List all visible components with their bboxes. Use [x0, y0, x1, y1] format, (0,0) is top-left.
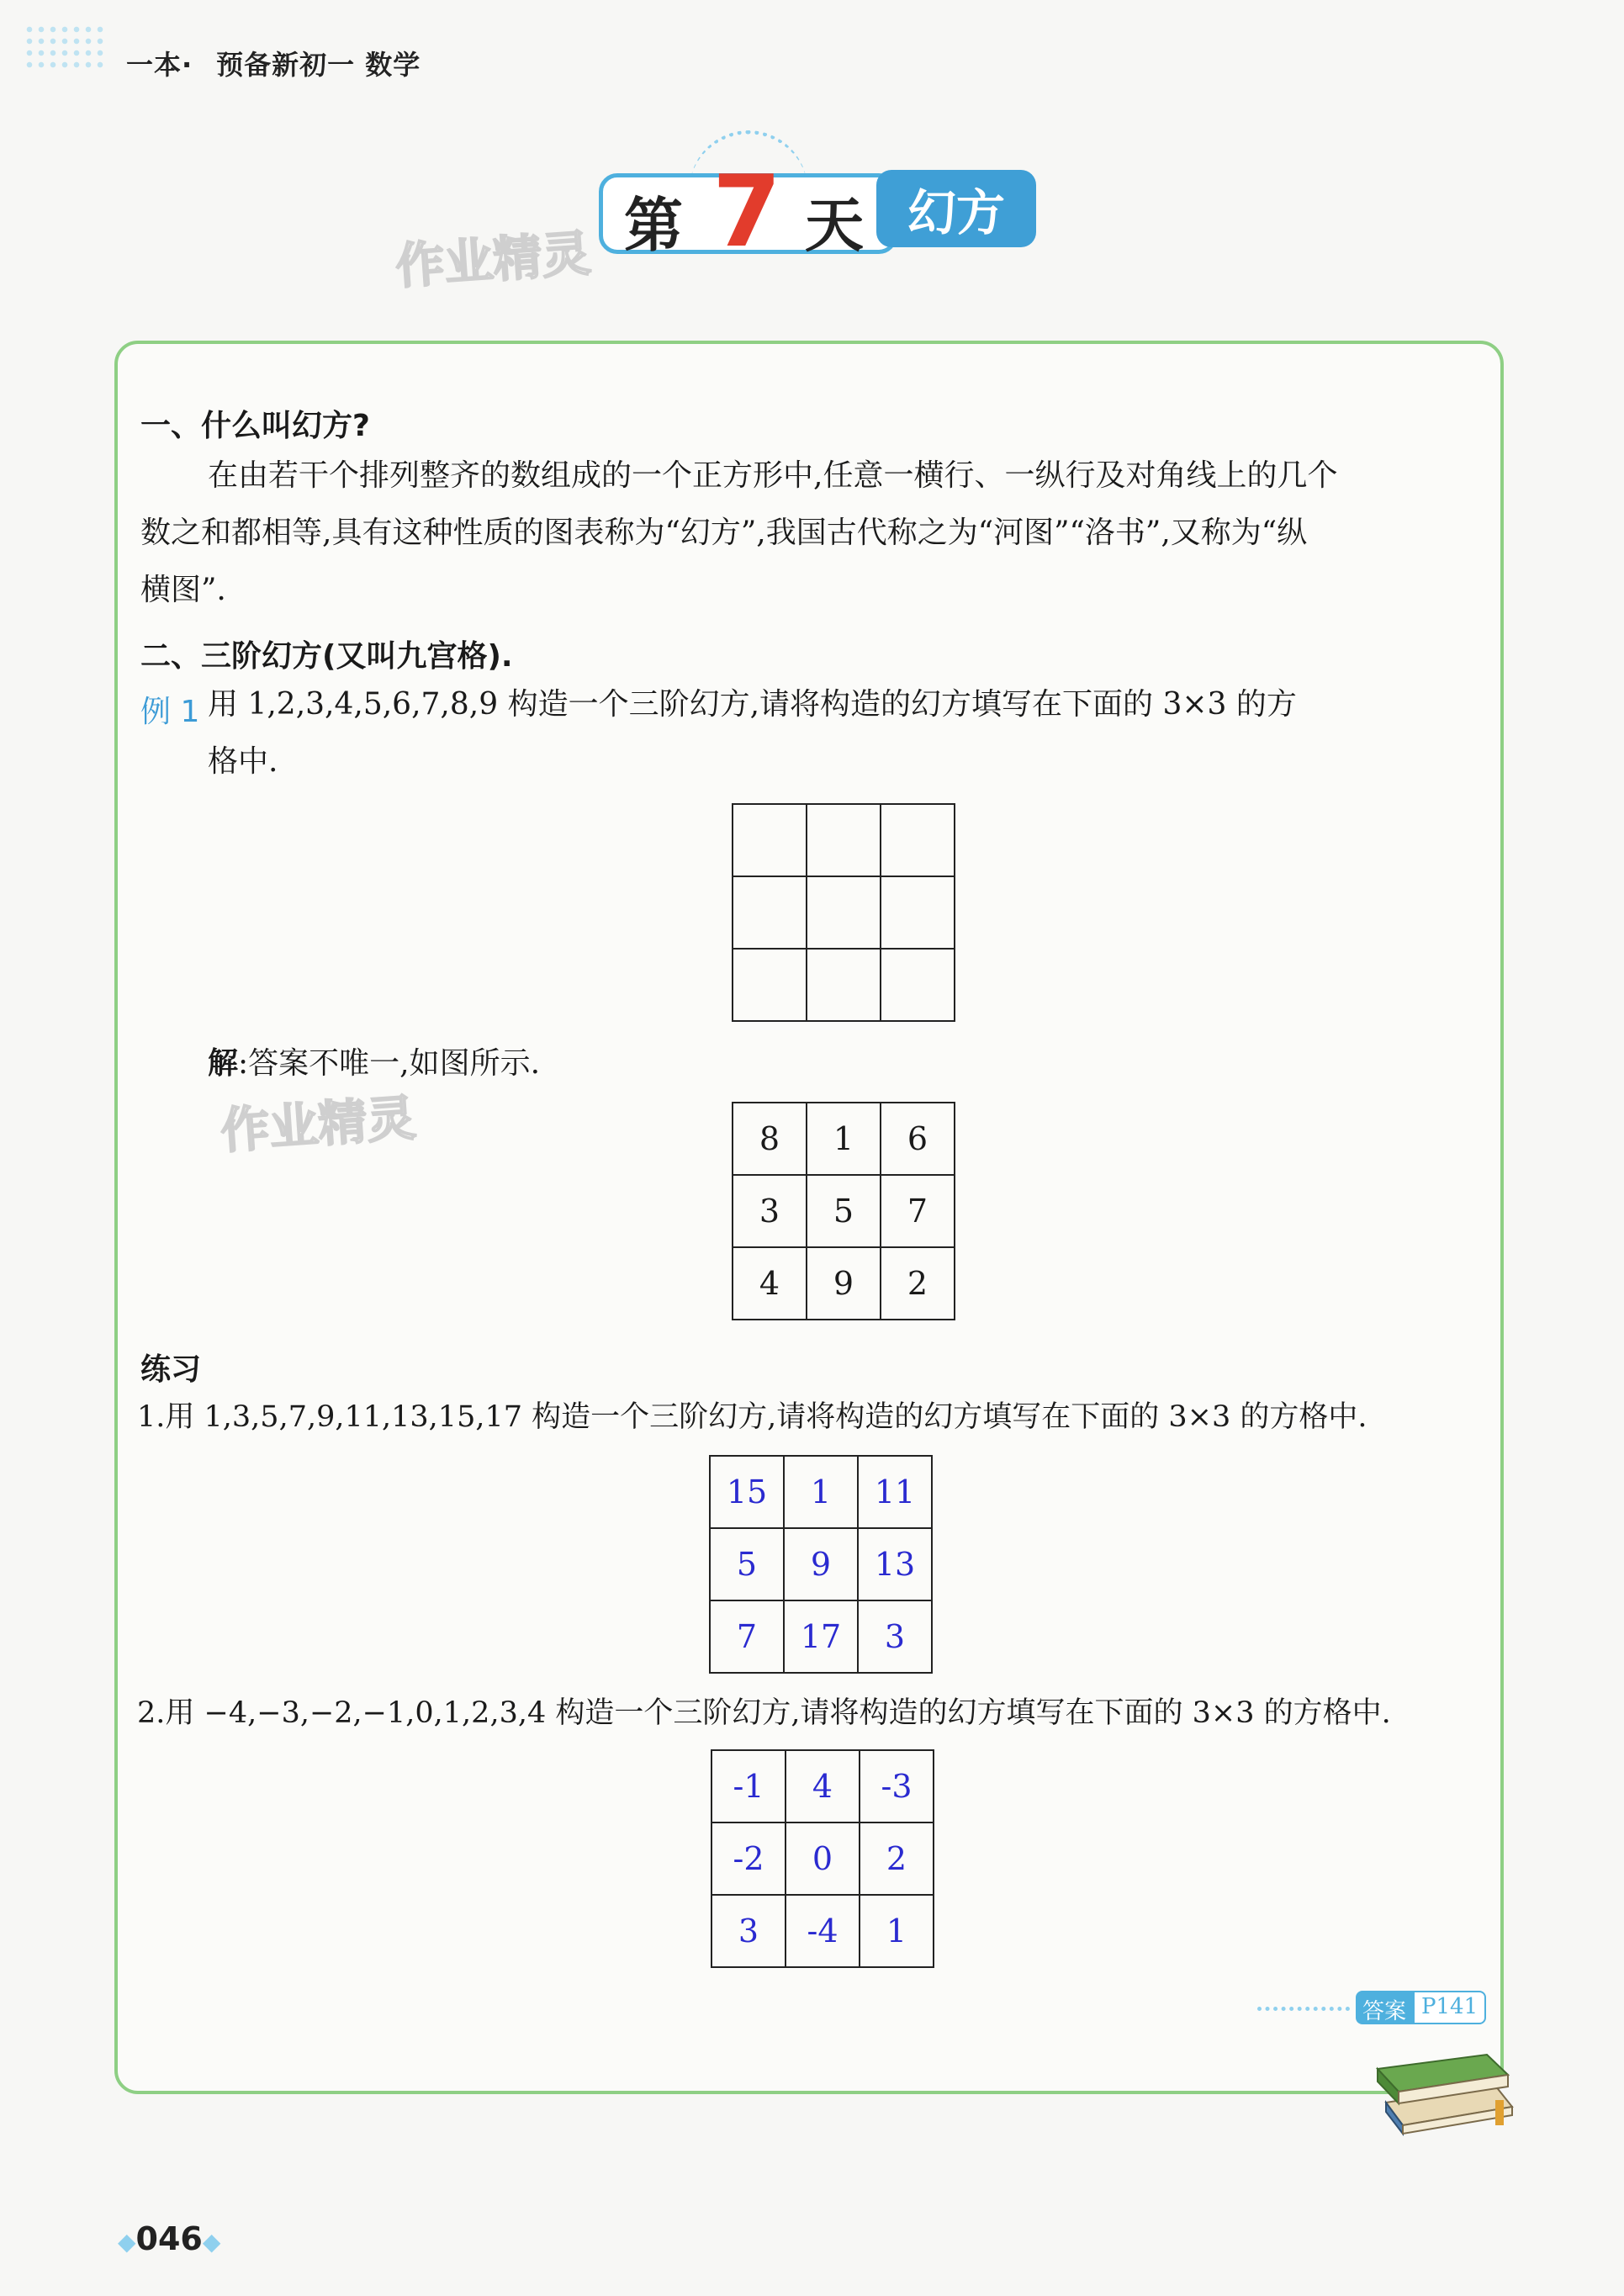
- practice-q1: 1.用 1,3,5,7,9,11,13,15,17 构造一个三阶幻方,请将构造的幻方填写在下面的 3×3 的方格中.: [137, 1400, 1367, 1434]
- section2-heading: 二、三阶幻方(又叫九宫格).: [140, 639, 513, 674]
- answer-label: 答案: [1356, 1991, 1413, 2024]
- practice-heading: 练习: [140, 1352, 202, 1387]
- grid-cell: 6: [881, 1103, 955, 1175]
- header-book: 一本·: [126, 49, 193, 81]
- answer-reference[interactable]: [1356, 1991, 1486, 2024]
- header-subject: 数学: [365, 49, 421, 81]
- empty-cell[interactable]: [807, 949, 881, 1021]
- empty-cell[interactable]: [881, 804, 955, 876]
- empty-cell[interactable]: [881, 949, 955, 1021]
- title-suffix: 天: [805, 191, 864, 260]
- answer-cell[interactable]: 11: [858, 1456, 932, 1528]
- solution-text: :答案不唯一,如图所示.: [238, 1046, 541, 1081]
- answer-cell[interactable]: -3: [860, 1750, 934, 1823]
- answer-cell[interactable]: -2: [711, 1823, 786, 1895]
- empty-cell[interactable]: [733, 876, 807, 949]
- empty-cell[interactable]: [733, 804, 807, 876]
- solution-label: 解: [208, 1045, 239, 1081]
- section1-para-line1: 在由若干个排列整齐的数组成的一个正方形中,任意一横行、一纵行及对角线上的几个: [208, 458, 1338, 493]
- section1-heading: 一、什么叫幻方?: [140, 409, 370, 443]
- grid-cell: 5: [807, 1175, 881, 1247]
- example1-solution-grid: [732, 1102, 955, 1320]
- answer-cell[interactable]: 2: [860, 1823, 934, 1895]
- page-number: ◆046◆: [118, 2220, 221, 2257]
- grid-cell: 4: [733, 1247, 807, 1320]
- answer-cell[interactable]: -4: [786, 1895, 860, 1967]
- example1-label: 例 1: [140, 695, 200, 729]
- section1-para-line3: 横图”.: [140, 573, 226, 607]
- empty-cell[interactable]: [807, 804, 881, 876]
- section1-para-line2: 数之和都相等,具有这种性质的图表称为“幻方”,我国古代称之为“河图”“洛书”,又称为“纵: [140, 516, 1308, 550]
- answer-cell[interactable]: 5: [710, 1528, 784, 1600]
- example1-question-line1: 用 1,2,3,4,5,6,7,8,9 构造一个三阶幻方,请将构造的幻方填写在下面的 3×3 的方: [208, 687, 1297, 722]
- title-topic: 幻方: [876, 170, 1036, 247]
- answer-cell[interactable]: 17: [784, 1600, 858, 1673]
- answer-cell[interactable]: 13: [858, 1528, 932, 1600]
- watermark-middle: 作业精灵: [219, 1088, 418, 1160]
- practice-q2-grid: [711, 1749, 934, 1968]
- grid-cell: 8: [733, 1103, 807, 1175]
- page-number-value: 046: [135, 2220, 203, 2257]
- books-icon: [1369, 2023, 1521, 2140]
- answer-cell[interactable]: 0: [786, 1823, 860, 1895]
- running-header: [126, 44, 421, 82]
- empty-cell[interactable]: [733, 949, 807, 1021]
- empty-cell[interactable]: [807, 876, 881, 949]
- grid-cell: 1: [807, 1103, 881, 1175]
- example1-question-line2: 格中.: [208, 744, 278, 779]
- answer-cell[interactable]: -1: [711, 1750, 786, 1823]
- practice-q2: 2.用 −4,−3,−2,−1,0,1,2,3,4 构造一个三阶幻方,请将构造的幻方填写在下面的 3×3 的方格中.: [137, 1696, 1391, 1730]
- answer-cell[interactable]: 3: [711, 1895, 786, 1967]
- grid-cell: 2: [881, 1247, 955, 1320]
- answer-cell[interactable]: 3: [858, 1600, 932, 1673]
- answer-cell[interactable]: 1: [860, 1895, 934, 1967]
- header-series: 预备新初一: [216, 49, 356, 81]
- answer-cell[interactable]: 4: [786, 1750, 860, 1823]
- grid-cell: 7: [881, 1175, 955, 1247]
- answer-cell[interactable]: 7: [710, 1600, 784, 1673]
- header-dots-decoration: [24, 24, 108, 71]
- answer-cell[interactable]: 1: [784, 1456, 858, 1528]
- example1-solution: [208, 1045, 541, 1081]
- chapter-title-banner: [599, 153, 1036, 269]
- practice-q1-grid: [709, 1455, 933, 1674]
- answer-dots-decoration: [1257, 2007, 1350, 2011]
- answer-page: P141: [1413, 1991, 1486, 2024]
- title-prefix: 第: [624, 191, 683, 260]
- title-day-number: 7: [712, 153, 782, 269]
- grid-cell: 3: [733, 1175, 807, 1247]
- empty-cell[interactable]: [881, 876, 955, 949]
- grid-cell: 9: [807, 1247, 881, 1320]
- answer-cell[interactable]: 9: [784, 1528, 858, 1600]
- example1-empty-grid: [732, 803, 955, 1022]
- watermark-top: 作业精灵: [394, 224, 593, 295]
- answer-cell[interactable]: 15: [710, 1456, 784, 1528]
